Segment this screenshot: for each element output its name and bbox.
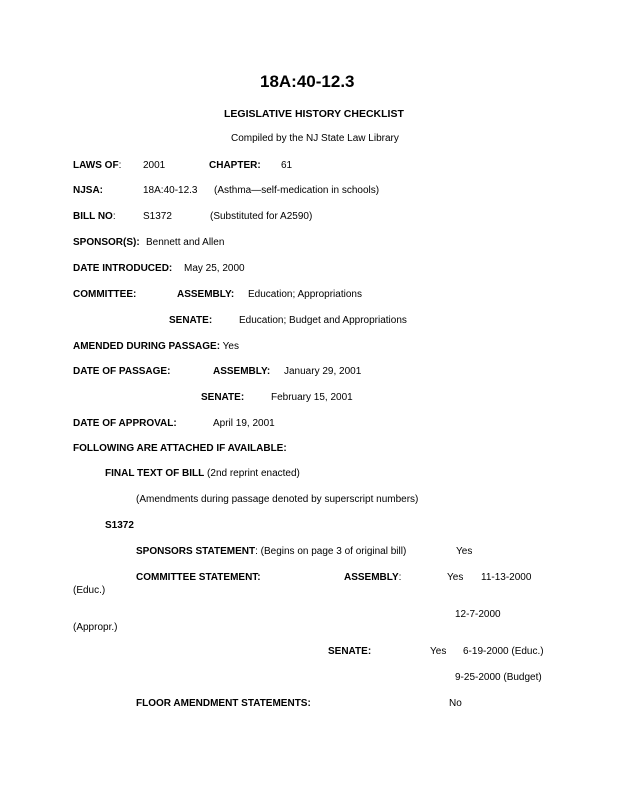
final-text-label: FINAL TEXT OF BILL — [105, 468, 205, 479]
statement-assembly-date-2: 12-7-2000 — [455, 609, 501, 620]
bill-no-note: (Substituted for A2590) — [210, 211, 313, 222]
statement-assembly-date-1: 11-13-2000 — [481, 572, 532, 583]
bill-no-colon: : — [112, 211, 116, 222]
passage-assembly-label: ASSEMBLY: — [213, 366, 271, 377]
compiled-by: Compiled by the NJ State Law Library — [231, 133, 399, 144]
statement-senate-date-1: 6-19-2000 (Educ.) — [463, 646, 544, 657]
statement-assembly-colon: : — [398, 572, 402, 583]
sponsors-statement-label: SPONSORS STATEMENT — [136, 546, 256, 557]
passage-senate-value: February 15, 2001 — [271, 392, 353, 403]
statement-senate-yes: Yes — [430, 646, 447, 657]
attached-heading: FOLLOWING ARE ATTACHED IF AVAILABLE: — [73, 443, 287, 454]
statement-senate-label: SENATE: — [328, 646, 372, 657]
committee-senate-label: SENATE: — [169, 315, 213, 326]
final-text-note: (2nd reprint enacted) — [207, 468, 300, 479]
bill-no-value: S1372 — [143, 211, 172, 222]
statement-assembly-yes: Yes — [447, 572, 464, 583]
njsa-label: NJSA: — [73, 185, 104, 196]
passage-assembly-value: January 29, 2001 — [284, 366, 362, 377]
chapter-label: CHAPTER: — [209, 160, 261, 171]
sponsors-statement-note: : (Begins on page 3 of original bill) — [255, 546, 407, 557]
statement-assembly-date-2-note: (Appropr.) — [73, 622, 118, 633]
sponsors-statement-row — [136, 546, 406, 557]
floor-amendment-label: FLOOR AMENDMENT STATEMENTS: — [136, 698, 311, 709]
amendments-note: (Amendments during passage denoted by superscript numbers) — [136, 494, 419, 505]
checklist-title: LEGISLATIVE HISTORY CHECKLIST — [224, 108, 404, 120]
laws-of-year: 2001 — [143, 160, 166, 171]
amended-value: Yes — [222, 341, 239, 352]
njsa-value: 18A:40-12.3 — [143, 185, 198, 196]
committee-senate-value: Education; Budget and Appropriations — [239, 315, 407, 326]
committee-statement-label: COMMITTEE STATEMENT: — [136, 572, 261, 583]
njsa-description: (Asthma—self-medication in schools) — [214, 185, 380, 196]
laws-of-row — [73, 160, 121, 171]
statement-assembly-date-1-note: (Educ.) — [73, 585, 106, 596]
chapter-value: 61 — [281, 160, 293, 171]
bill-number-heading: S1372 — [105, 520, 134, 531]
date-introduced-label: DATE INTRODUCED: — [73, 263, 173, 274]
final-text-row — [105, 468, 300, 479]
sponsors-value: Bennett and Allen — [146, 237, 225, 248]
floor-amendment-value: No — [449, 698, 462, 709]
amended-label: AMENDED DURING PASSAGE: — [73, 341, 221, 352]
statement-assembly-label: ASSEMBLY — [344, 572, 399, 583]
date-of-approval-value: April 19, 2001 — [213, 418, 275, 429]
laws-of-colon: : — [118, 160, 122, 171]
committee-assembly-value: Education; Appropriations — [248, 289, 362, 300]
bill-no-label: BILL NO — [73, 211, 113, 222]
statement-senate-date-2: 9-25-2000 (Budget) — [455, 672, 542, 683]
amended-row — [73, 341, 239, 352]
date-of-approval-label: DATE OF APPROVAL: — [73, 418, 177, 429]
committee-label: COMMITTEE: — [73, 289, 137, 300]
bill-no-row — [73, 211, 116, 222]
sponsors-statement-value: Yes — [456, 546, 473, 557]
statute-title: 18A:40-12.3 — [260, 72, 355, 91]
sponsors-label: SPONSOR(S): — [73, 237, 140, 248]
date-of-passage-label: DATE OF PASSAGE: — [73, 366, 171, 377]
passage-senate-label: SENATE: — [201, 392, 245, 403]
statement-assembly-row — [344, 572, 401, 583]
committee-assembly-label: ASSEMBLY: — [177, 289, 235, 300]
date-introduced-value: May 25, 2000 — [184, 263, 245, 274]
laws-of-label: LAWS OF — [73, 160, 119, 171]
